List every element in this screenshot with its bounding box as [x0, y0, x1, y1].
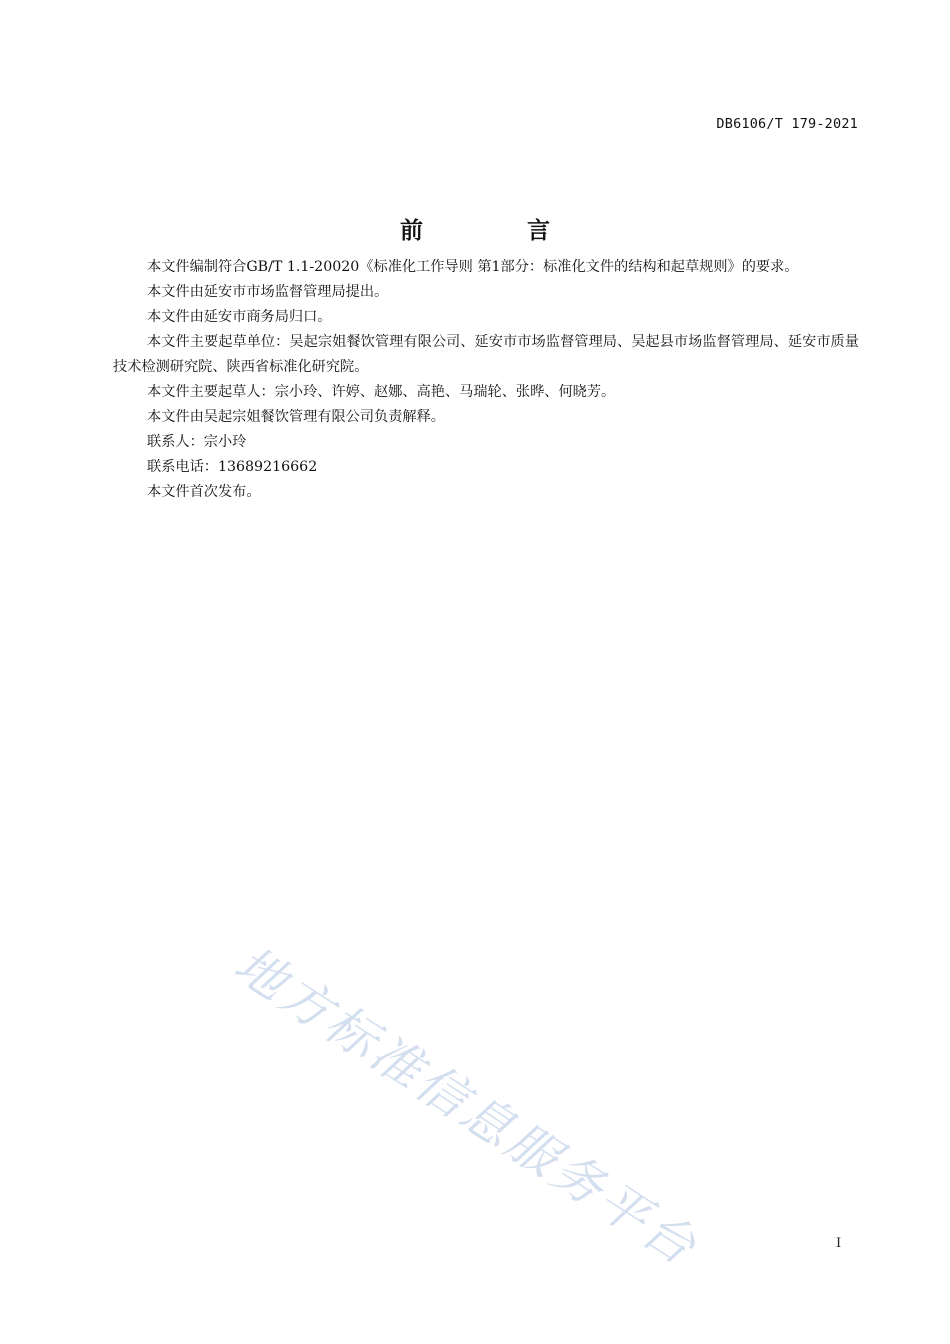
paragraph-compliance: 本文件编制符合GB/T 1.1-20020《标准化工作导则 第1部分：标准化文件的结构和起草规则》的要求。	[147, 259, 799, 275]
paragraph-contact-phone: 联系电话：13689216662	[147, 459, 318, 475]
standard-code: DB6106/T 179-2021	[716, 116, 858, 132]
paragraph-interpretation: 本文件由吴起宗姐餐饮管理有限公司负责解释。	[147, 409, 445, 425]
paragraph-drafting-units: 本文件主要起草单位：吴起宗姐餐饮管理有限公司、延安市市场监督管理局、吴起县市场监督管理局、延安市质量技术检测研究院、陕西省标准化研究院。	[113, 334, 859, 375]
paragraph-contact-person: 联系人：宗小玲	[147, 434, 247, 450]
paragraph-drafters: 本文件主要起草人：宗小玲、许婷、赵娜、高艳、马瑞轮、张晔、何晓芳。	[147, 384, 616, 400]
paragraph-administrator: 本文件由延安市商务局归口。	[147, 309, 332, 325]
page-title: 前 言	[399, 218, 598, 244]
paragraph-first-release: 本文件首次发布。	[147, 484, 261, 500]
foreword-body	[113, 255, 859, 505]
paragraph-proposer: 本文件由延安市市场监督管理局提出。	[147, 284, 389, 300]
watermark: 地方标准信息服务平台	[224, 935, 709, 1278]
page-number: I	[836, 1236, 842, 1251]
